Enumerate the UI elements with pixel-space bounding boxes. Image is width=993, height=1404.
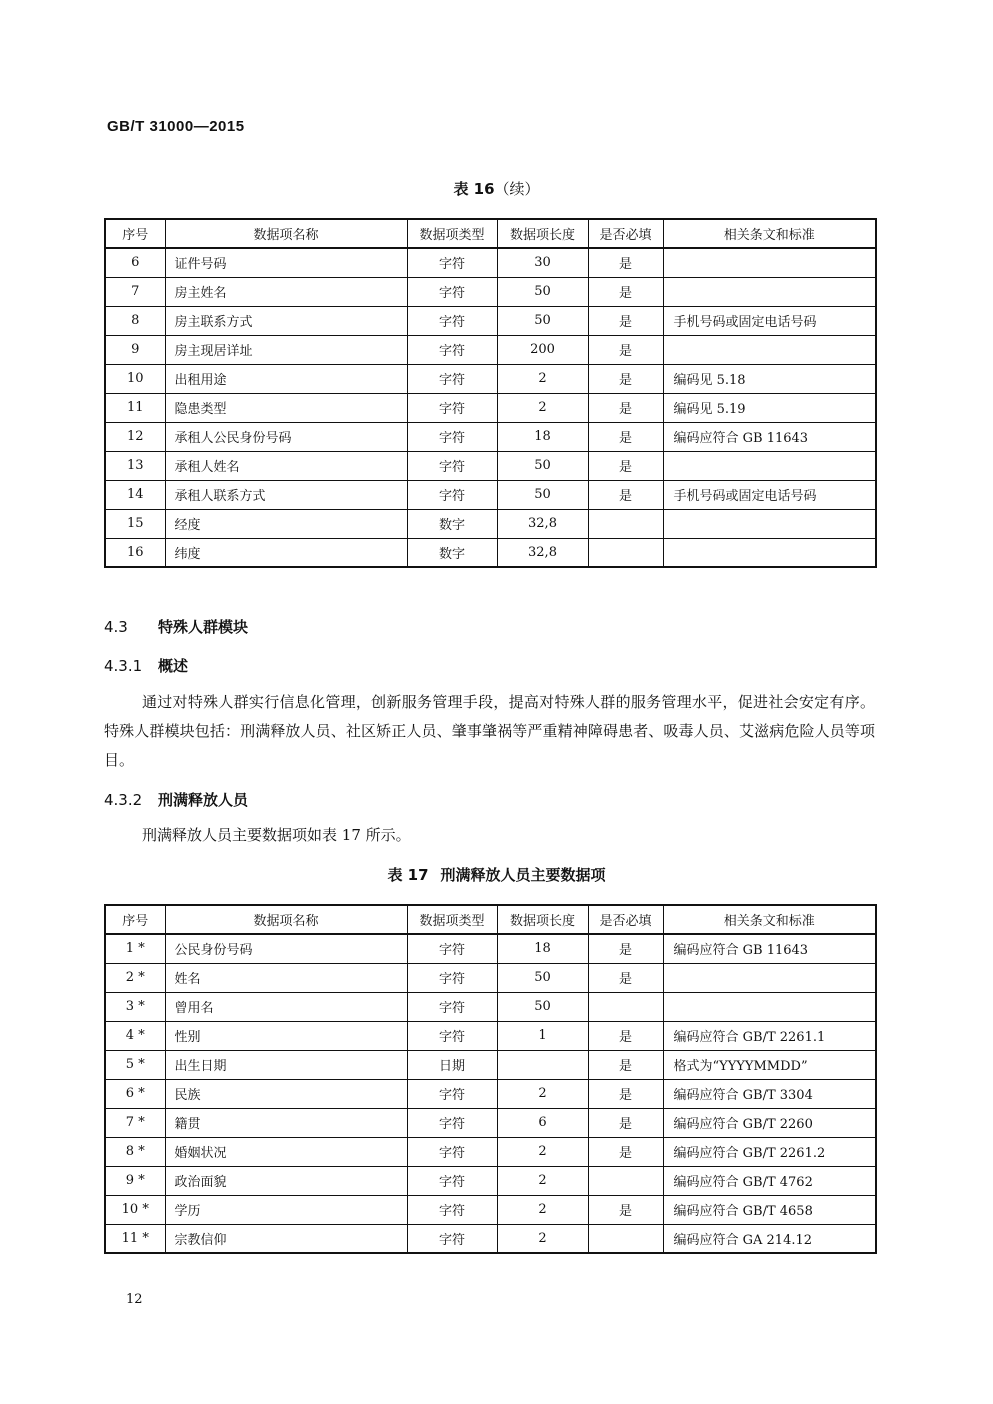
- cell-item-length: 50: [497, 992, 588, 1021]
- cell-seq: 9: [105, 335, 165, 364]
- header-item-type: 数据项类型: [407, 219, 497, 248]
- table16-header-row: [105, 219, 876, 248]
- cell-required: 是: [588, 934, 663, 963]
- section-title: 概述: [158, 657, 189, 675]
- header-item-name: 数据项名称: [165, 905, 407, 934]
- table-row: [105, 992, 876, 1021]
- table16-caption-continued: （续）: [494, 180, 540, 198]
- cell-item-length: 18: [497, 422, 588, 451]
- cell-item-length: 2: [497, 1166, 588, 1195]
- cell-item-length: 50: [497, 480, 588, 509]
- section-number: 4.3.1: [104, 657, 143, 675]
- header-item-type: 数据项类型: [407, 905, 497, 934]
- header-item-length: 数据项长度: [497, 905, 588, 934]
- cell-item-type: 字符: [407, 1108, 497, 1137]
- cell-item-length: 1: [497, 1021, 588, 1050]
- table-row: [105, 1050, 876, 1079]
- table17-caption-title: 刑满释放人员主要数据项: [440, 866, 606, 884]
- cell-required: 是: [588, 364, 663, 393]
- cell-item-type: 字符: [407, 1224, 497, 1253]
- table-row: [105, 538, 876, 567]
- cell-standard: 编码应符合 GB/T 4762: [663, 1166, 876, 1195]
- cell-item-type: 字符: [407, 480, 497, 509]
- cell-required: 是: [588, 1050, 663, 1079]
- cell-required: 是: [588, 1079, 663, 1108]
- cell-seq: 15: [105, 509, 165, 538]
- cell-required: 是: [588, 1195, 663, 1224]
- cell-seq: 5 *: [105, 1050, 165, 1079]
- cell-item-name: 房主姓名: [165, 277, 407, 306]
- table-row: [105, 277, 876, 306]
- table-row: [105, 451, 876, 480]
- cell-seq: 10 *: [105, 1195, 165, 1224]
- cell-item-type: 数字: [407, 509, 497, 538]
- cell-seq: 1 *: [105, 934, 165, 963]
- cell-standard: 编码应符合 GB/T 3304: [663, 1079, 876, 1108]
- table16: [104, 218, 877, 568]
- header-standard: 相关条文和标准: [663, 219, 876, 248]
- cell-item-type: 字符: [407, 277, 497, 306]
- cell-item-type: 字符: [407, 1021, 497, 1050]
- cell-standard: [663, 451, 876, 480]
- cell-standard: 编码应符合 GB/T 2260: [663, 1108, 876, 1137]
- table-row: [105, 1137, 876, 1166]
- table-row: [105, 1166, 876, 1195]
- cell-required: [588, 509, 663, 538]
- table17-caption-number: 表 17: [387, 866, 429, 884]
- cell-item-name: 出生日期: [165, 1050, 407, 1079]
- cell-seq: 11 *: [105, 1224, 165, 1253]
- cell-seq: 12: [105, 422, 165, 451]
- cell-item-name: 隐患类型: [165, 393, 407, 422]
- table-row: [105, 1195, 876, 1224]
- section-4-3-heading: [104, 616, 248, 637]
- header-required: 是否必填: [588, 905, 663, 934]
- table-row: [105, 1224, 876, 1253]
- page-number: 12: [126, 1292, 143, 1307]
- cell-item-name: 经度: [165, 509, 407, 538]
- cell-seq: 2 *: [105, 963, 165, 992]
- cell-standard: 编码应符合 GB/T 2261.2: [663, 1137, 876, 1166]
- cell-item-name: 承租人联系方式: [165, 480, 407, 509]
- cell-item-type: 字符: [407, 422, 497, 451]
- cell-item-type: 字符: [407, 1079, 497, 1108]
- section-4-3-2-paragraph: 刑满释放人员主要数据项如表 17 所示。: [142, 826, 411, 844]
- cell-seq: 8 *: [105, 1137, 165, 1166]
- cell-seq: 13: [105, 451, 165, 480]
- table-row: [105, 1021, 876, 1050]
- table-row: [105, 335, 876, 364]
- cell-required: 是: [588, 306, 663, 335]
- section-title: 刑满释放人员: [158, 791, 249, 809]
- cell-seq: 3 *: [105, 992, 165, 1021]
- header-item-length: 数据项长度: [497, 219, 588, 248]
- table17: [104, 904, 877, 1254]
- cell-required: 是: [588, 335, 663, 364]
- cell-required: 是: [588, 963, 663, 992]
- cell-required: 是: [588, 248, 663, 277]
- table-row: [105, 1079, 876, 1108]
- cell-standard: 编码见 5.18: [663, 364, 876, 393]
- cell-standard: 编码应符合 GB 11643: [663, 934, 876, 963]
- cell-item-length: 32,8: [497, 538, 588, 567]
- cell-required: [588, 992, 663, 1021]
- cell-required: [588, 538, 663, 567]
- cell-item-name: 承租人姓名: [165, 451, 407, 480]
- section-number: 4.3: [104, 618, 128, 636]
- cell-required: 是: [588, 1021, 663, 1050]
- cell-item-name: 证件号码: [165, 248, 407, 277]
- cell-item-type: 字符: [407, 1195, 497, 1224]
- cell-item-name: 公民身份号码: [165, 934, 407, 963]
- cell-seq: 16: [105, 538, 165, 567]
- cell-item-name: 房主联系方式: [165, 306, 407, 335]
- cell-standard: [663, 963, 876, 992]
- cell-standard: [663, 509, 876, 538]
- section-4-3-2-heading: [104, 789, 248, 810]
- cell-item-name: 出租用途: [165, 364, 407, 393]
- cell-item-length: 30: [497, 248, 588, 277]
- cell-standard: 编码应符合 GB 11643: [663, 422, 876, 451]
- cell-item-type: 字符: [407, 393, 497, 422]
- table-row: [105, 963, 876, 992]
- cell-item-type: 字符: [407, 248, 497, 277]
- cell-required: 是: [588, 277, 663, 306]
- section-4-3-1-paragraph: 通过对特殊人群实行信息化管理，创新服务管理手段，提高对特殊人群的服务管理水平，促进社会安定有序。特殊人群模块包括：刑满释放人员、社区矫正人员、肇事肇祸等严重精神障碍患者、吸毒人员、艾滋病危险人员等项目。: [104, 693, 875, 769]
- cell-seq: 6: [105, 248, 165, 277]
- cell-item-type: 日期: [407, 1050, 497, 1079]
- section-number: 4.3.2: [104, 791, 143, 809]
- header-required: 是否必填: [588, 219, 663, 248]
- cell-seq: 9 *: [105, 1166, 165, 1195]
- cell-item-name: 政治面貌: [165, 1166, 407, 1195]
- cell-item-type: 字符: [407, 963, 497, 992]
- cell-required: 是: [588, 1137, 663, 1166]
- table-row: [105, 422, 876, 451]
- cell-required: 是: [588, 1108, 663, 1137]
- table-row: [105, 480, 876, 509]
- cell-standard: 格式为“YYYYMMDD”: [663, 1050, 876, 1079]
- cell-seq: 11: [105, 393, 165, 422]
- cell-standard: [663, 335, 876, 364]
- cell-item-length: 200: [497, 335, 588, 364]
- header-seq: 序号: [105, 905, 165, 934]
- cell-seq: 8: [105, 306, 165, 335]
- cell-item-name: 学历: [165, 1195, 407, 1224]
- header-item-name: 数据项名称: [165, 219, 407, 248]
- cell-seq: 4 *: [105, 1021, 165, 1050]
- section-title: 特殊人群模块: [158, 618, 249, 636]
- cell-standard: 编码应符合 GB/T 2261.1: [663, 1021, 876, 1050]
- cell-item-length: 6: [497, 1108, 588, 1137]
- cell-item-type: 字符: [407, 1137, 497, 1166]
- cell-standard: [663, 992, 876, 1021]
- cell-required: 是: [588, 480, 663, 509]
- cell-item-length: 2: [497, 1195, 588, 1224]
- cell-item-length: 50: [497, 963, 588, 992]
- cell-required: [588, 1224, 663, 1253]
- cell-item-length: [497, 1050, 588, 1079]
- cell-item-type: 字符: [407, 992, 497, 1021]
- cell-required: 是: [588, 393, 663, 422]
- cell-item-type: 字符: [407, 1166, 497, 1195]
- cell-item-name: 籍贯: [165, 1108, 407, 1137]
- cell-item-length: 18: [497, 934, 588, 963]
- table-row: [105, 509, 876, 538]
- table-row: [105, 393, 876, 422]
- table-row: [105, 1108, 876, 1137]
- cell-item-name: 房主现居详址: [165, 335, 407, 364]
- cell-item-length: 2: [497, 1079, 588, 1108]
- cell-item-type: 数字: [407, 538, 497, 567]
- cell-standard: 编码应符合 GA 214.12: [663, 1224, 876, 1253]
- cell-item-type: 字符: [407, 451, 497, 480]
- header-standard: 相关条文和标准: [663, 905, 876, 934]
- cell-item-name: 纬度: [165, 538, 407, 567]
- cell-item-name: 性别: [165, 1021, 407, 1050]
- cell-item-name: 曾用名: [165, 992, 407, 1021]
- table17-caption: [0, 864, 993, 885]
- standard-code: GB/T 31000—2015: [107, 118, 245, 135]
- cell-seq: 14: [105, 480, 165, 509]
- cell-item-type: 字符: [407, 934, 497, 963]
- cell-item-length: 32,8: [497, 509, 588, 538]
- table-row: [105, 934, 876, 963]
- table16-caption: [0, 178, 993, 199]
- cell-item-name: 民族: [165, 1079, 407, 1108]
- cell-standard: 手机号码或固定电话号码: [663, 306, 876, 335]
- cell-item-length: 2: [497, 364, 588, 393]
- cell-required: [588, 1166, 663, 1195]
- cell-item-length: 2: [497, 1137, 588, 1166]
- cell-item-name: 姓名: [165, 963, 407, 992]
- table-row: [105, 248, 876, 277]
- cell-required: 是: [588, 451, 663, 480]
- cell-item-type: 字符: [407, 306, 497, 335]
- cell-required: 是: [588, 422, 663, 451]
- cell-standard: 手机号码或固定电话号码: [663, 480, 876, 509]
- cell-seq: 6 *: [105, 1079, 165, 1108]
- cell-seq: 7 *: [105, 1108, 165, 1137]
- cell-item-name: 婚姻状况: [165, 1137, 407, 1166]
- section-4-3-1-heading: [104, 655, 188, 676]
- cell-item-length: 50: [497, 306, 588, 335]
- cell-seq: 7: [105, 277, 165, 306]
- table17-header-row: [105, 905, 876, 934]
- cell-item-length: 2: [497, 393, 588, 422]
- cell-standard: [663, 248, 876, 277]
- cell-seq: 10: [105, 364, 165, 393]
- cell-item-name: 承租人公民身份号码: [165, 422, 407, 451]
- cell-item-length: 2: [497, 1224, 588, 1253]
- cell-item-type: 字符: [407, 364, 497, 393]
- cell-item-length: 50: [497, 277, 588, 306]
- table-row: [105, 364, 876, 393]
- cell-standard: 编码应符合 GB/T 4658: [663, 1195, 876, 1224]
- cell-item-type: 字符: [407, 335, 497, 364]
- cell-item-length: 50: [497, 451, 588, 480]
- cell-item-name: 宗教信仰: [165, 1224, 407, 1253]
- cell-standard: [663, 538, 876, 567]
- header-seq: 序号: [105, 219, 165, 248]
- cell-standard: 编码见 5.19: [663, 393, 876, 422]
- cell-standard: [663, 277, 876, 306]
- table16-caption-number: 表 16: [453, 180, 495, 198]
- table-row: [105, 306, 876, 335]
